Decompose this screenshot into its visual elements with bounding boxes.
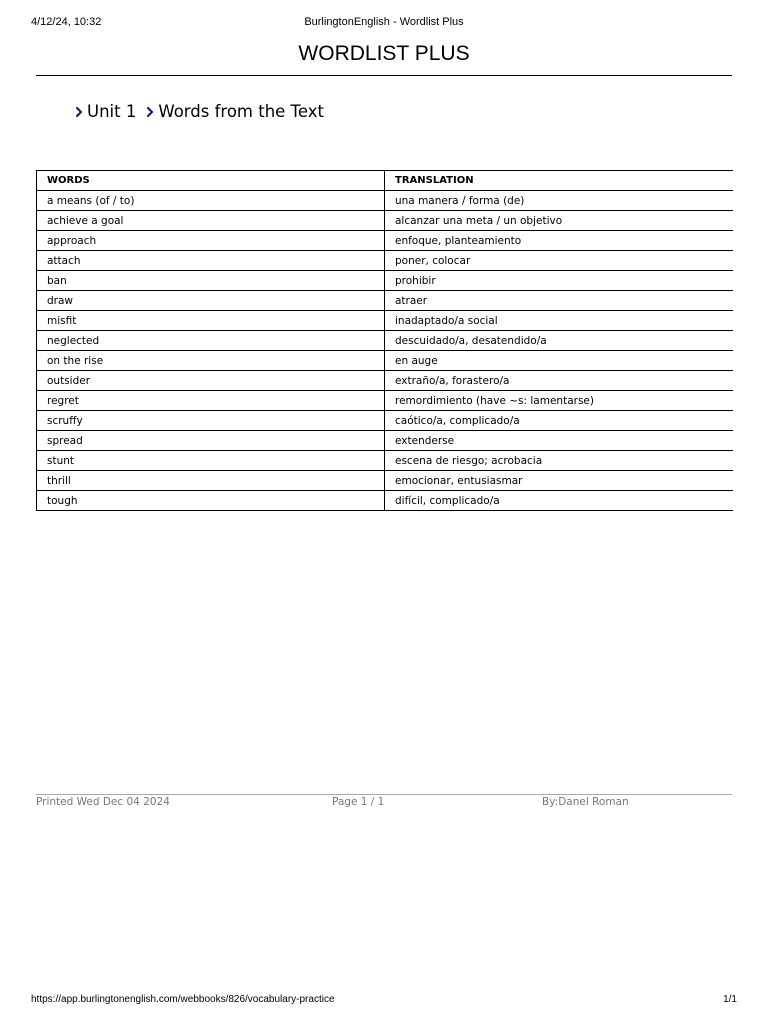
word-cell: achieve a goal <box>37 211 385 231</box>
table-row <box>37 331 734 351</box>
word-cell: outsider <box>37 371 385 391</box>
author-label: By:Danel Roman <box>542 796 629 808</box>
translation-cell: prohibir <box>385 271 734 291</box>
translation-cell: descuidado/a, desatendido/a <box>385 331 734 351</box>
word-cell: neglected <box>37 331 385 351</box>
translation-cell: en auge <box>385 351 734 371</box>
wordlist-table <box>36 170 733 511</box>
word-cell: attach <box>37 251 385 271</box>
translation-cell: alcanzar una meta / un objetivo <box>385 211 734 231</box>
translation-cell: una manera / forma (de) <box>385 191 734 211</box>
translation-cell: poner, colocar <box>385 251 734 271</box>
translation-cell: difícil, complicado/a <box>385 491 734 511</box>
translation-cell: extraño/a, forastero/a <box>385 371 734 391</box>
table-row <box>37 311 734 331</box>
word-cell: ban <box>37 271 385 291</box>
breadcrumb <box>74 101 324 123</box>
table-row <box>37 431 734 451</box>
translation-cell: remordimiento (have ~s: lamentarse) <box>385 391 734 411</box>
chevron-right-icon <box>74 105 84 119</box>
print-footer <box>36 794 732 815</box>
breadcrumb-label: Words from the Text <box>158 102 324 121</box>
word-cell: misfit <box>37 311 385 331</box>
word-cell: on the rise <box>37 351 385 371</box>
word-cell: a means (of / to) <box>37 191 385 211</box>
word-cell: draw <box>37 291 385 311</box>
translation-cell: enfoque, planteamiento <box>385 231 734 251</box>
table-row <box>37 411 734 431</box>
page-number: Page 1 / 1 <box>332 796 385 808</box>
table-row <box>37 371 734 391</box>
breadcrumb-label: Unit 1 <box>87 102 137 121</box>
word-cell: approach <box>37 231 385 251</box>
translation-cell: escena de riesgo; acrobacia <box>385 451 734 471</box>
translation-cell: emocionar, entusiasmar <box>385 471 734 491</box>
table-header-row <box>37 171 734 191</box>
translation-cell: inadaptado/a social <box>385 311 734 331</box>
table-row <box>37 351 734 371</box>
word-cell: tough <box>37 491 385 511</box>
table-row <box>37 251 734 271</box>
word-cell: regret <box>37 391 385 411</box>
table-row <box>37 491 734 511</box>
chevron-right-icon <box>145 105 155 119</box>
translation-cell: caótico/a, complicado/a <box>385 411 734 431</box>
table-row <box>37 471 734 491</box>
column-header-words: WORDS <box>37 171 385 191</box>
table-row <box>37 271 734 291</box>
word-cell: spread <box>37 431 385 451</box>
table-row <box>37 191 734 211</box>
table-row <box>37 231 734 251</box>
print-document-title: BurlingtonEnglish - Wordlist Plus <box>304 16 464 28</box>
word-cell: scruffy <box>37 411 385 431</box>
breadcrumb-item-section[interactable] <box>145 101 324 123</box>
table-row <box>37 291 734 311</box>
breadcrumb-item-unit[interactable] <box>74 101 136 123</box>
table-row <box>37 451 734 471</box>
word-cell: thrill <box>37 471 385 491</box>
printed-date: Printed Wed Dec 04 2024 <box>36 796 170 808</box>
table-row <box>37 211 734 231</box>
translation-cell: atraer <box>385 291 734 311</box>
translation-cell: extenderse <box>385 431 734 451</box>
page-count: 1/1 <box>723 994 737 1005</box>
column-header-translation: TRANSLATION <box>385 171 734 191</box>
table-row <box>37 391 734 411</box>
print-datetime: 4/12/24, 10:32 <box>31 16 102 28</box>
word-cell: stunt <box>37 451 385 471</box>
page-url: https://app.burlingtonenglish.com/webbooks/826/vocabulary-practice <box>31 994 335 1005</box>
page-title: WORDLIST PLUS <box>36 42 732 76</box>
